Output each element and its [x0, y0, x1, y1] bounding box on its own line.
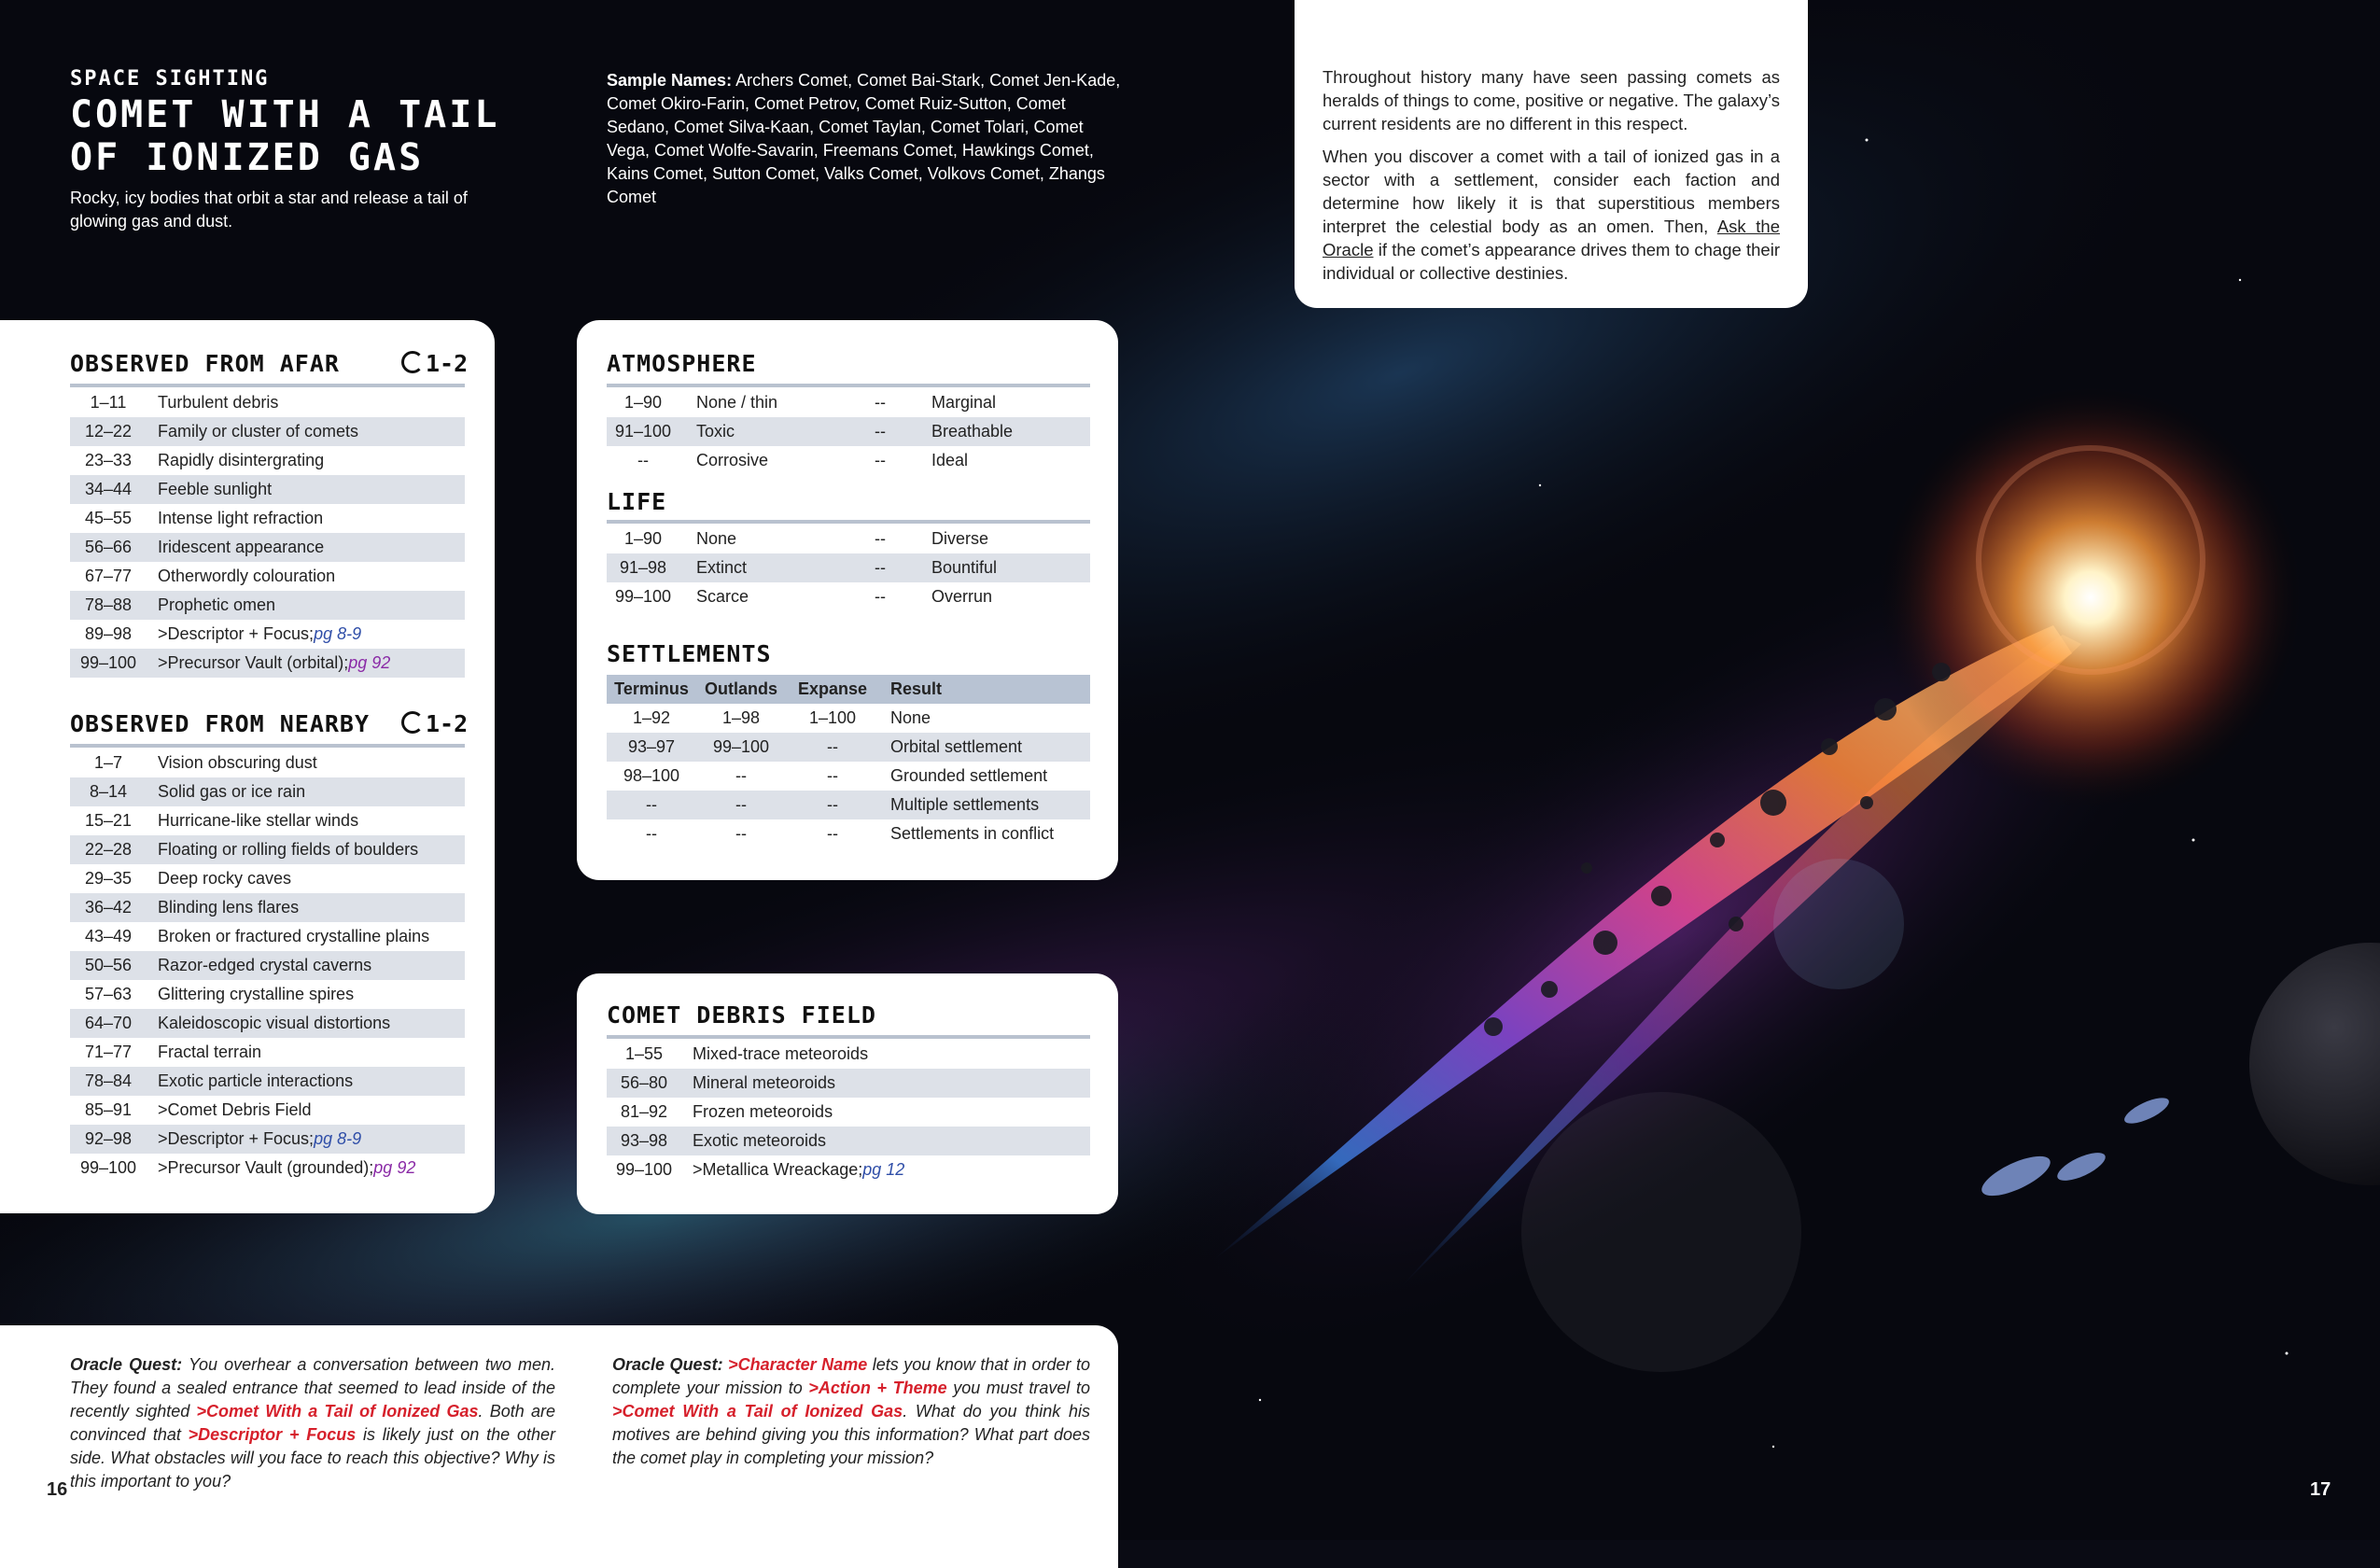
roll-range: 45–55	[84, 509, 133, 527]
table-row	[70, 591, 465, 620]
intro-paragraph-1: Throughout history many have seen passing comets as heralds of things to come, positive or negative. The galaxy’s current residents are no different in this respect.	[1323, 67, 1780, 133]
table-row	[70, 417, 465, 446]
settlements-header-row	[607, 675, 1090, 704]
oracle-prompt: >Character Name	[728, 1355, 868, 1374]
table-row	[70, 1096, 465, 1125]
table-cell: --	[735, 824, 747, 843]
table-row	[70, 1125, 465, 1154]
result-text: Mixed-trace meteoroids	[693, 1044, 869, 1063]
table-row	[607, 525, 1090, 553]
table-row	[607, 733, 1090, 762]
table-row	[607, 1155, 1090, 1184]
result-text: Razor-edged crystal caverns	[158, 956, 372, 974]
roll-range: 89–98	[84, 624, 133, 643]
table-cell: Ideal	[931, 451, 969, 469]
nearby-dice-badge	[401, 710, 468, 737]
roll-range: 56–80	[620, 1073, 668, 1092]
table-row	[607, 582, 1090, 611]
quest-text: you must travel to	[946, 1379, 1090, 1397]
table-row	[70, 893, 465, 922]
nearby-rule	[70, 744, 465, 748]
afar-rule	[70, 384, 465, 387]
table-cell: --	[637, 451, 649, 469]
table-row	[70, 980, 465, 1009]
result-text: Family or cluster of comets	[158, 422, 359, 441]
table-cell: 98–100	[623, 766, 680, 785]
result-text: Feeble sunlight	[158, 480, 273, 498]
result-text: Floating or rolling fields of boulders	[158, 840, 419, 859]
table-row	[70, 749, 465, 777]
page-number-left: 16	[47, 1479, 68, 1500]
nearby-badge-label: 1-2	[426, 710, 469, 737]
table-cell: Scarce	[696, 587, 749, 606]
result-text: Otherwordly colouration	[158, 567, 336, 585]
roll-range: 78–84	[84, 1071, 133, 1090]
table-cell: --	[827, 824, 838, 843]
result-text: Kaleidoscopic visual distortions	[158, 1014, 391, 1032]
roll-range: 78–88	[84, 595, 133, 614]
table-cell: 91–100	[614, 422, 672, 441]
quest-label: Oracle Quest:	[612, 1355, 723, 1374]
result-text: Deep rocky caves	[158, 869, 292, 888]
roll-range: 67–77	[84, 567, 133, 585]
roll-range: 43–49	[84, 927, 133, 945]
table-row	[607, 388, 1090, 417]
table-row	[70, 388, 465, 417]
table-cell: Overrun	[931, 587, 993, 606]
debris-card	[577, 973, 1118, 1214]
quest-label: Oracle Quest:	[70, 1355, 183, 1374]
quest-text: . What do you think his motives are behind giving you this information? What part does the comet play in completing your mission?	[612, 1402, 1091, 1467]
result-text: Exotic particle interactions	[158, 1071, 354, 1090]
table-cell: 1–98	[721, 708, 761, 727]
page-reference[interactable]: pg 12	[862, 1160, 905, 1179]
quest-text: is likely just on the other side. What obstacles will you face to reach this objective? Why is this important to you?	[70, 1425, 555, 1491]
oracle-quest-card	[0, 1325, 1118, 1568]
page-title: COMET WITH A TAIL OF IONIZED GAS	[70, 93, 500, 179]
result-text: Turbulent debris	[158, 393, 279, 412]
result-text: Rapidly disintergrating	[158, 451, 325, 469]
table-row	[70, 777, 465, 806]
table-cell: --	[735, 766, 747, 785]
roll-range: 22–28	[84, 840, 133, 859]
result-text: >Precursor Vault (grounded);	[158, 1158, 374, 1177]
intro-text: When you discover a comet with a tail of ionized gas in a sector with a settlement, consider each faction and determine how likely it is that superstitious members interpret the celestial body as an omen. Then,	[1323, 147, 1780, 236]
afar-title: OBSERVED FROM AFAR	[70, 350, 340, 377]
table-row	[607, 553, 1090, 582]
roll-range: 71–77	[84, 1043, 133, 1061]
table-cell: Settlements in conflict	[890, 824, 1055, 843]
table-row	[70, 1067, 465, 1096]
table-cell: 1–90	[623, 529, 663, 548]
table-cell: 1–100	[808, 708, 857, 727]
table-row	[607, 762, 1090, 791]
table-cell: --	[735, 795, 747, 814]
table-row	[607, 819, 1090, 848]
result-text: >Descriptor + Focus;	[158, 624, 315, 643]
oracle-prompt: >Action + Theme	[808, 1379, 947, 1397]
atmosphere-table	[607, 388, 1090, 475]
column-header: Outlands	[704, 679, 777, 698]
table-row	[70, 864, 465, 893]
result-text: >Metallica Wreackage;	[693, 1160, 863, 1179]
page-subtitle: Rocky, icy bodies that orbit a star and release a tail of glowing gas and dust.	[70, 189, 468, 231]
sample-names-label: Sample Names:	[607, 71, 733, 90]
table-cell: Extinct	[696, 558, 748, 577]
table-row	[70, 620, 465, 649]
table-row	[607, 704, 1090, 733]
roll-range: 29–35	[84, 869, 133, 888]
table-row	[70, 835, 465, 864]
page-reference[interactable]: pg 92	[373, 1158, 416, 1177]
roll-range: 93–98	[620, 1131, 668, 1150]
roll-range: 92–98	[84, 1129, 133, 1148]
result-text: Solid gas or ice rain	[158, 782, 306, 801]
table-cell: Corrosive	[696, 451, 769, 469]
result-text: Mineral meteoroids	[693, 1073, 836, 1092]
oracle-quest-2	[612, 1353, 1090, 1470]
table-cell: --	[875, 393, 886, 412]
table-cell: --	[875, 529, 886, 548]
environment-card	[577, 320, 1118, 880]
life-rule	[607, 520, 1090, 524]
table-row	[70, 922, 465, 951]
table-row	[70, 504, 465, 533]
table-row	[70, 446, 465, 475]
atmosphere-title: ATMOSPHERE	[607, 350, 757, 377]
table-row	[70, 475, 465, 504]
table-cell: Marginal	[931, 393, 997, 412]
roll-range: 8–14	[89, 782, 128, 801]
table-cell: Diverse	[931, 529, 989, 548]
table-row	[70, 806, 465, 835]
page-number-right: 17	[2310, 1479, 2331, 1500]
column-header: Expanse	[797, 679, 868, 698]
table-row	[70, 951, 465, 980]
page-reference[interactable]: pg 8-9	[314, 624, 362, 643]
result-text: Intense light refraction	[158, 509, 324, 527]
table-cell: --	[827, 795, 838, 814]
result-text: Frozen meteoroids	[693, 1102, 833, 1121]
reroll-icon	[401, 711, 424, 734]
roll-range: 50–56	[84, 956, 133, 974]
roll-range: 23–33	[84, 451, 133, 469]
oracle-prompt: >Comet With a Tail of Ionized Gas	[196, 1402, 479, 1421]
table-cell: 93–97	[627, 737, 676, 756]
result-text: Glittering crystalline spires	[158, 985, 355, 1003]
roll-range: 36–42	[84, 898, 133, 917]
table-cell: 91–98	[619, 558, 667, 577]
intro-text-end: if the comet’s appearance drives them to chage their individual or collective destinies.	[1323, 240, 1780, 283]
table-cell: None / thin	[696, 393, 778, 412]
roll-range: 57–63	[84, 985, 133, 1003]
quest-text: lets you know that in order to complete your mission to	[612, 1355, 1090, 1397]
table-row	[607, 417, 1090, 446]
oracle-prompt: >Descriptor + Focus	[188, 1425, 357, 1444]
sample-names-text: Archers Comet, Comet Bai-Stark, Comet Jen-Kade, Comet Okiro-Farin, Comet Petrov, Comet Ruiz-Sutton, Comet Sedano, Comet Silva-Kaan, Comet Taylan, Comet Tolari, Comet Vega, Comet Wolfe-Savarin, Freemans Comet, Hawkings Comet, Kains Comet, Sutton Comet, Valks Comet, Volkovs Comet, Zhangs Comet	[607, 71, 1121, 206]
result-text: Exotic meteoroids	[693, 1131, 827, 1150]
table-row	[70, 1154, 465, 1183]
page-reference[interactable]: pg 8-9	[314, 1129, 362, 1148]
roll-range: 34–44	[84, 480, 133, 498]
nearby-title: OBSERVED FROM NEARBY	[70, 710, 371, 737]
column-header: Result	[890, 679, 943, 698]
table-row	[607, 791, 1090, 819]
table-cell: --	[827, 766, 838, 785]
sample-names	[607, 69, 1129, 209]
result-text: Vision obscuring dust	[158, 753, 317, 772]
table-cell: Breathable	[931, 422, 1014, 441]
table-cell: --	[875, 558, 886, 577]
table-cell: --	[646, 795, 657, 814]
debris-table	[607, 1040, 1090, 1184]
table-cell: Grounded settlement	[890, 766, 1048, 785]
observed-tables-card	[0, 320, 495, 1213]
result-text: Blinding lens flares	[158, 898, 300, 917]
life-table	[607, 525, 1090, 611]
oracle-prompt: >Comet With a Tail of Ionized Gas	[612, 1402, 903, 1421]
table-cell: --	[875, 422, 886, 441]
table-cell: Toxic	[696, 422, 735, 441]
roll-range: 1–55	[624, 1044, 664, 1063]
nearby-table	[70, 749, 465, 1183]
settlements-table	[607, 675, 1090, 848]
roll-range: 99–100	[79, 1158, 137, 1177]
roll-range: 85–91	[84, 1100, 133, 1119]
table-row	[70, 533, 465, 562]
debris-rule	[607, 1035, 1090, 1039]
table-cell: Orbital settlement	[890, 737, 1023, 756]
table-cell: None	[890, 708, 931, 727]
table-cell: Bountiful	[931, 558, 998, 577]
reroll-icon	[401, 351, 424, 373]
column-header: Terminus	[614, 679, 689, 698]
roll-range: 99–100	[79, 653, 137, 672]
quest-text: . Both are convinced that	[70, 1402, 556, 1444]
table-cell: None	[696, 529, 737, 548]
table-cell: --	[827, 737, 838, 756]
roll-range: 56–66	[84, 538, 133, 556]
settlements-title: SETTLEMENTS	[607, 640, 772, 667]
result-text: Iridescent appearance	[158, 538, 325, 556]
table-row	[607, 446, 1090, 475]
table-row	[607, 1069, 1090, 1098]
quest-text: You overhear a conversation between two men. They found a sealed entrance that seemed to lead inside of the recently sighted	[70, 1355, 555, 1421]
result-text: >Comet Debris Field	[158, 1100, 312, 1119]
table-cell: 1–90	[623, 393, 663, 412]
roll-range: 12–22	[84, 422, 133, 441]
roll-range: 1–7	[93, 753, 123, 772]
result-text: >Precursor Vault (orbital);	[158, 653, 349, 672]
result-text: Broken or fractured crystalline plains	[158, 927, 430, 945]
table-row	[607, 1127, 1090, 1155]
life-title: LIFE	[607, 488, 667, 515]
table-cell: 99–100	[614, 587, 672, 606]
atmosphere-rule	[607, 384, 1090, 387]
table-row	[70, 649, 465, 678]
roll-range: 64–70	[84, 1014, 133, 1032]
table-row	[70, 1009, 465, 1038]
afar-badge-label: 1-2	[426, 350, 469, 377]
table-row	[70, 562, 465, 591]
afar-table	[70, 388, 465, 678]
table-cell: 99–100	[712, 737, 770, 756]
table-cell: Multiple settlements	[890, 795, 1040, 814]
page-reference[interactable]: pg 92	[348, 653, 391, 672]
ask-the-oracle-link[interactable]: Ask the Oracle	[1323, 217, 1780, 259]
intro-card	[1295, 0, 1808, 308]
result-text: >Descriptor + Focus;	[158, 1129, 315, 1148]
result-text: Prophetic omen	[158, 595, 276, 614]
afar-dice-badge	[401, 350, 468, 377]
roll-range: 99–100	[615, 1160, 673, 1179]
table-row	[70, 1038, 465, 1067]
table-row	[607, 1098, 1090, 1127]
table-cell: --	[875, 587, 886, 606]
roll-range: 15–21	[84, 811, 133, 830]
roll-range: 1–11	[90, 393, 127, 412]
result-text: Hurricane-like stellar winds	[158, 811, 359, 830]
intro-paragraph-2	[1323, 145, 1780, 285]
table-cell: 1–92	[632, 708, 671, 727]
table-row	[607, 1040, 1090, 1069]
section-eyebrow: SPACE SIGHTING	[70, 67, 270, 91]
roll-range: 81–92	[620, 1102, 668, 1121]
oracle-quest-1	[70, 1353, 555, 1493]
debris-title: COMET DEBRIS FIELD	[607, 1001, 876, 1029]
table-cell: --	[646, 824, 657, 843]
result-text: Fractal terrain	[158, 1043, 262, 1061]
table-cell: --	[875, 451, 886, 469]
